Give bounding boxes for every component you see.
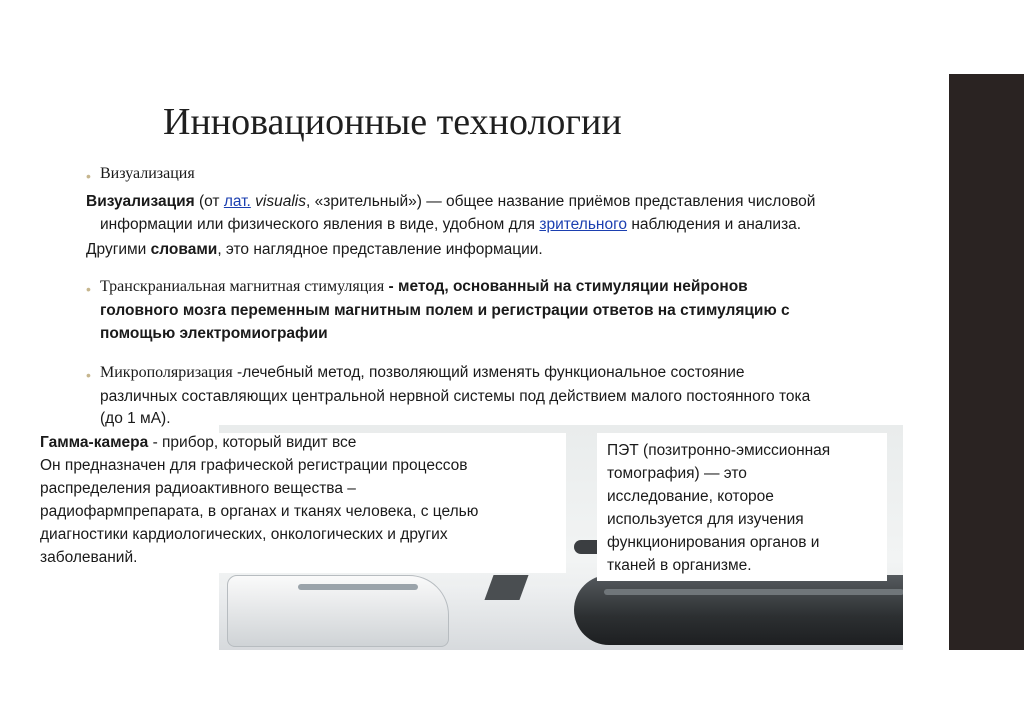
slide-title: Инновационные технологии: [163, 101, 622, 143]
gamma-line4: радиофармпрепарата, в органах и тканях человека, с целью: [40, 503, 479, 520]
bold-word: словами: [150, 241, 218, 258]
tms-line1: [100, 277, 748, 297]
gamma-line5: диагностики кардиологических, онкологических и других: [40, 526, 448, 543]
visual-link[interactable]: зрительного: [539, 216, 628, 233]
pet-line2: томография) — это: [607, 465, 747, 482]
pet-line1: ПЭТ (позитронно-эмиссионная: [607, 442, 831, 459]
visualis-word: visualis: [255, 193, 306, 210]
gamma-camera-table: [227, 575, 449, 647]
tms-definition-end: помощью электромиографии: [100, 325, 328, 342]
micro-line3: (до 1 мА).: [100, 410, 171, 427]
tms-definition: - метод, основанный на стимуляции нейронов: [384, 278, 748, 295]
gamma-line1: [40, 433, 356, 453]
gamma-camera-textbox: [36, 433, 566, 573]
micro-line1: [100, 363, 745, 383]
text-fragment: наблюдения и анализа.: [627, 216, 802, 233]
text-fragment: (от: [194, 193, 224, 210]
side-decoration-bar: [949, 74, 1024, 650]
visualization-term: Визуализация: [86, 193, 195, 210]
bullet-marker: •: [86, 367, 91, 383]
pet-line5: функционирования органов и: [607, 534, 820, 551]
text-fragment: , «зрительный») — общее название приёмов представления числовой: [306, 193, 816, 210]
micro-name: Микрополяризация: [100, 364, 233, 381]
text-fragment: , это наглядное представление информации.: [217, 241, 543, 258]
micro-definition: -лечебный метод, позволяющий изменять функциональное состояние: [232, 364, 745, 381]
table-stripe: [298, 584, 418, 590]
gamma-term: Гамма-камера: [40, 434, 149, 451]
lat-link[interactable]: лат.: [223, 193, 251, 210]
gamma-line6: заболеваний.: [40, 549, 138, 566]
text-fragment: информации или физического явления в виде, удобном для: [100, 216, 540, 233]
bed-ridge: [604, 589, 903, 595]
text-fragment: Другими: [86, 241, 151, 258]
visualization-summary: [86, 240, 543, 260]
tms-name: Транскраниальная магнитная стимуляция: [100, 278, 385, 295]
pet-line4: используется для изучения: [607, 511, 804, 528]
bullet-marker: •: [86, 281, 91, 297]
visualization-definition-line1: [86, 192, 815, 212]
visualization-heading: Визуализация: [100, 165, 195, 182]
gamma-short-def: - прибор, который видит все: [148, 434, 357, 451]
gamma-line3: распределения радиоактивного вещества –: [40, 480, 356, 497]
bullet-marker: •: [86, 168, 91, 184]
tms-definition-cont: головного мозга переменным магнитным полем и регистрации ответов на стимуляцию с: [100, 302, 790, 319]
tms-line3: [100, 324, 328, 344]
pet-line3: исследование, которое: [607, 488, 774, 505]
tms-line2: [100, 301, 790, 321]
pet-line6: тканей в организме.: [607, 557, 752, 574]
pet-scanner-bed: [574, 575, 903, 645]
visualization-definition-line2: [100, 215, 801, 235]
gamma-line2: Он предназначен для графической регистрации процессов: [40, 457, 468, 474]
pet-textbox: [597, 433, 887, 581]
micro-line2: различных составляющих центральной нервной системы под действием малого постоянного тока: [100, 388, 811, 405]
